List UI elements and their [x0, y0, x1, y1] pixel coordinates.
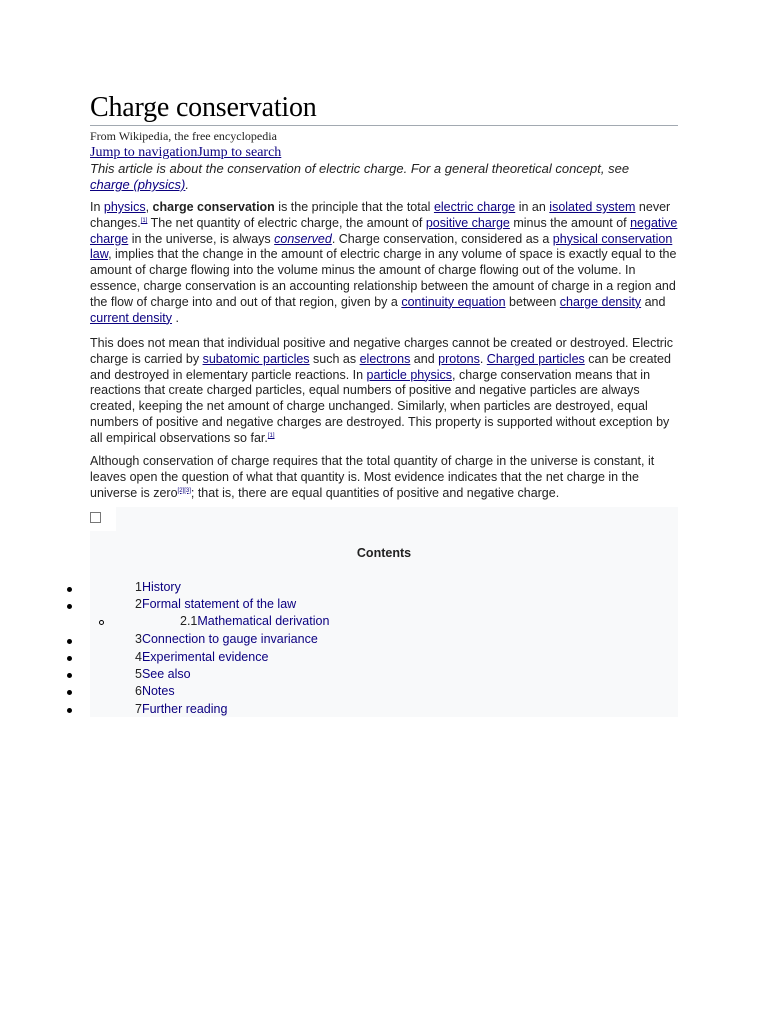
toc-number: 3 — [135, 632, 142, 646]
bullet-icon — [67, 639, 72, 644]
text: . — [171, 310, 179, 325]
page-title: Charge conservation — [90, 92, 317, 123]
charged-particles-link[interactable]: Charged particles — [486, 351, 585, 366]
bullet-icon — [67, 604, 72, 609]
bold-term: charge conservation — [152, 200, 275, 214]
charge-density-link[interactable]: charge density — [559, 294, 642, 309]
text: This does not mean that individual positive and negative charges cannot be created or destroyed. Electric charge is carried by — [90, 336, 673, 366]
toc-number: 7 — [135, 702, 142, 716]
text: The net quantity of electric charge, the amount of — [147, 215, 426, 230]
jump-links — [90, 145, 281, 161]
toc-number: 2 — [135, 597, 142, 611]
text: , — [145, 200, 153, 214]
intro-paragraph-3 — [90, 454, 680, 501]
toc-item[interactable] — [135, 702, 227, 716]
title-divider — [90, 125, 678, 126]
site-tagline: From Wikipedia, the free encyclopedia — [90, 129, 277, 143]
circle-bullet-icon — [99, 620, 104, 625]
hatnote-end: . — [185, 177, 189, 192]
jump-to-navigation-link[interactable]: Jump to navigation — [90, 145, 198, 160]
toc-number: 2.1 — [180, 614, 198, 628]
text: minus the amount of — [509, 215, 631, 230]
text: in an — [515, 200, 550, 214]
text: , implies that the change in the amount of electric charge in any volume of space is exactly equal to the amount of charge flowing into the volume minus the amount of charge flowing out of the volume. In essence, charge conservation is an accounting relationship between the amount of charge in a region and the flow of charge into and out of that region, given by a — [90, 247, 677, 309]
bullet-icon — [67, 708, 72, 713]
toc-number: 6 — [135, 684, 142, 698]
toc-link-formal-statement[interactable]: Formal statement of the law — [141, 597, 297, 611]
text: , charge conservation means that in reactions that create charged particles, equal numbers of positive and negative particles are always created, keeping the net amount of charge unchanged. Similarly, when particles are destroyed, equal numbers of positive and negative charges are destroyed. This property is supported without exception by all empirical observations so far. — [90, 367, 670, 445]
toc-item[interactable] — [135, 684, 175, 698]
hatnote-text: This article is about the conservation of electric charge. For a general theoretical concept, see — [90, 161, 630, 176]
toc-number: 1 — [135, 580, 142, 594]
toc-toggle-checkbox[interactable] — [90, 512, 101, 523]
toc-item[interactable] — [135, 580, 181, 594]
text: in the universe, is always — [128, 231, 275, 246]
toc-item[interactable] — [180, 614, 329, 628]
toc-title: Contents — [356, 546, 412, 560]
text: . Charge conservation, considered as a — [331, 231, 553, 246]
citation-1-link[interactable]: [1] — [267, 432, 275, 439]
intro-paragraph-1 — [90, 200, 680, 326]
physics-link[interactable]: physics — [103, 200, 146, 214]
particle-physics-link[interactable]: particle physics — [366, 367, 452, 382]
toc-number: 4 — [135, 650, 142, 664]
text: such as — [309, 351, 360, 366]
toc-item[interactable] — [135, 650, 268, 664]
current-density-link[interactable]: current density — [90, 310, 172, 325]
positive-charge-link[interactable]: positive charge — [425, 215, 510, 230]
text: and — [410, 351, 439, 366]
hatnote — [90, 161, 650, 193]
toc-item[interactable] — [135, 667, 191, 681]
protons-link[interactable]: protons — [438, 351, 480, 366]
continuity-equation-link[interactable]: continuity equation — [401, 294, 506, 309]
negative-charge-link[interactable]: negative charge — [90, 215, 678, 246]
intro-paragraph-2 — [90, 336, 680, 447]
toc-link-see-also[interactable]: See also — [141, 667, 191, 681]
text: Although conservation of charge requires that the total quantity of charge in the universe is constant, it leaves open the question of what that quantity is. Most evidence indicates that the net charge in the universe is zero — [90, 454, 655, 500]
subatomic-particles-link[interactable]: subatomic particles — [202, 351, 310, 366]
bullet-icon — [67, 690, 72, 695]
toc-link-history[interactable]: History — [141, 580, 181, 594]
bullet-icon — [67, 656, 72, 661]
text: can be created and destroyed in elementary particle reactions. In — [90, 351, 671, 382]
text: is the principle that the total — [274, 200, 434, 214]
toc-number: 5 — [135, 667, 142, 681]
text: In — [90, 200, 104, 214]
toc-item[interactable] — [135, 597, 296, 611]
jump-to-search-link[interactable]: Jump to search — [197, 145, 282, 160]
isolated-system-link[interactable]: isolated system — [549, 200, 636, 214]
toc-link-notes[interactable]: Notes — [141, 684, 175, 698]
charge-physics-link[interactable]: charge (physics) — [90, 177, 186, 192]
toc-item[interactable] — [135, 632, 318, 646]
citation-2-3-link[interactable]: [2][3] — [177, 487, 191, 494]
physical-conservation-law-link[interactable]: physical conservation law — [90, 231, 673, 262]
text: between — [505, 294, 560, 309]
bullet-icon — [67, 587, 72, 592]
text: ; that is, there are equal quantities of positive and negative charge. — [190, 485, 560, 500]
toc-link-mathematical-derivation[interactable]: Mathematical derivation — [197, 614, 330, 628]
bullet-icon — [67, 673, 72, 678]
toc-link-gauge-invariance[interactable]: Connection to gauge invariance — [141, 632, 318, 646]
toc-link-experimental-evidence[interactable]: Experimental evidence — [141, 650, 269, 664]
electrons-link[interactable]: electrons — [359, 351, 411, 366]
text: and — [641, 294, 666, 309]
text: . — [479, 351, 487, 366]
text: never changes. — [90, 200, 671, 230]
citation-1-link[interactable]: [1] — [140, 217, 148, 224]
table-of-contents — [90, 507, 678, 717]
toc-link-further-reading[interactable]: Further reading — [141, 702, 228, 716]
electric-charge-link[interactable]: electric charge — [433, 200, 516, 214]
conserved-link[interactable]: conserved — [274, 231, 332, 246]
